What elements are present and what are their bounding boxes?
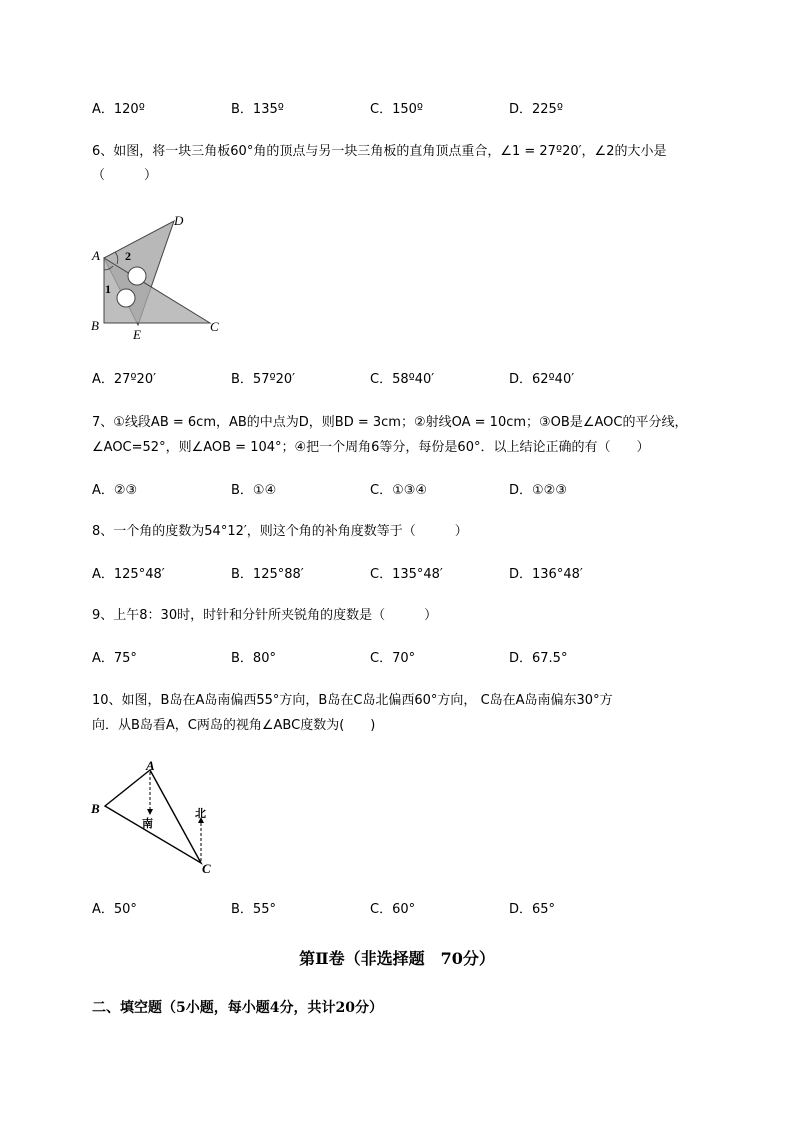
q10-label-c: C <box>202 861 211 876</box>
q8-option-c: C．135°48′ <box>370 567 443 582</box>
q6-hole-upper <box>128 267 146 285</box>
q8-option-a: A．125°48′ <box>92 567 165 582</box>
q10-label-north: 北 <box>195 807 206 820</box>
q6-hole-lower <box>117 289 135 307</box>
q7-option-a: A．②③ <box>92 483 138 498</box>
q10-label-a: A <box>146 758 155 773</box>
q6-label-d: D <box>174 213 184 228</box>
q5-option-c: C．150º <box>370 102 424 117</box>
q6-label-angle1: 1 <box>105 282 111 296</box>
q6-label-angle2: 2 <box>125 249 131 263</box>
q5-option-b: B．135º <box>231 102 284 117</box>
q6-option-b: B．57º20′ <box>231 372 296 387</box>
q10-option-c: C．60° <box>370 902 416 917</box>
q6-label-b: B <box>91 318 99 333</box>
q6-label-a: A <box>92 248 100 263</box>
q9-option-d: D．67.5° <box>509 651 568 666</box>
q6-label-c: C <box>210 319 219 334</box>
q10-option-a: A．50° <box>92 902 137 917</box>
q10-label-south: 南 <box>142 817 153 830</box>
q10-question-line2: 向．从B岛看A，C两岛的视角∠ABC度数为( ) <box>92 718 376 733</box>
q6-option-c: C．58º40′ <box>370 372 435 387</box>
q7-options <box>92 481 652 501</box>
q7-question-line1: 7、①线段AB = 6cm，AB的中点为D，则BD = 3cm；②射线OA = 10cm；③OB是∠AOC的平分线， <box>92 415 688 430</box>
q9-options <box>92 649 652 669</box>
q10-question-line1: 10、如图，B岛在A岛南偏西55°方向，B岛在C岛北偏西60°方向， C岛在A岛南偏东30°方 <box>92 693 613 708</box>
q6-question-line2: （ ） <box>92 168 158 183</box>
q5-option-d: D．225º <box>509 102 563 117</box>
q7-option-b: B．①④ <box>231 483 277 498</box>
q7-option-d: D．①②③ <box>509 483 567 498</box>
fill-in-blank-heading: 二、填空题（5小题，每小题4分，共计20分） <box>92 1000 383 1016</box>
q8-question-line1: 8、一个角的度数为54°12′，则这个角的补角度数等于（ ） <box>92 524 468 539</box>
q10-islands-figure <box>88 758 228 883</box>
q8-option-d: D．136°48′ <box>509 567 583 582</box>
q6-label-e: E <box>133 327 141 342</box>
q9-option-c: C．70° <box>370 651 416 666</box>
q10-option-d: D．65° <box>509 902 556 917</box>
q6-question-line1: 6、如图，将一块三角板60°角的顶点与另一块三角板的直角顶点重合，∠1 = 27º20′，∠2的大小是 <box>92 144 667 159</box>
q10-option-b: B．55° <box>231 902 276 917</box>
q7-question-line2: ∠AOC=52°，则∠AOB = 104°；④把一个周角6等分，每份是60°．以上结论正确的有（ ） <box>92 440 650 455</box>
q9-option-b: B．80° <box>231 651 276 666</box>
q8-option-b: B．125°88′ <box>231 567 304 582</box>
q9-option-a: A．75° <box>92 651 137 666</box>
q10-label-b: B <box>91 801 100 816</box>
q6-triangle-figure <box>88 208 228 348</box>
q6-options <box>92 370 652 390</box>
q10-options <box>92 900 652 920</box>
section-ii-title: 第Ⅱ卷（非选择题 70分） <box>299 949 495 968</box>
q5-option-a: A．120º <box>92 102 145 117</box>
q6-option-d: D．62º40′ <box>509 372 575 387</box>
q9-question-line1: 9、上午8：30时，时针和分针所夹锐角的度数是（ ） <box>92 608 438 623</box>
q8-options <box>92 565 652 585</box>
q5-options <box>92 100 652 120</box>
q10-triangle-abc <box>105 770 201 863</box>
q7-option-c: C．①③④ <box>370 483 428 498</box>
q6-option-a: A．27º20′ <box>92 372 157 387</box>
